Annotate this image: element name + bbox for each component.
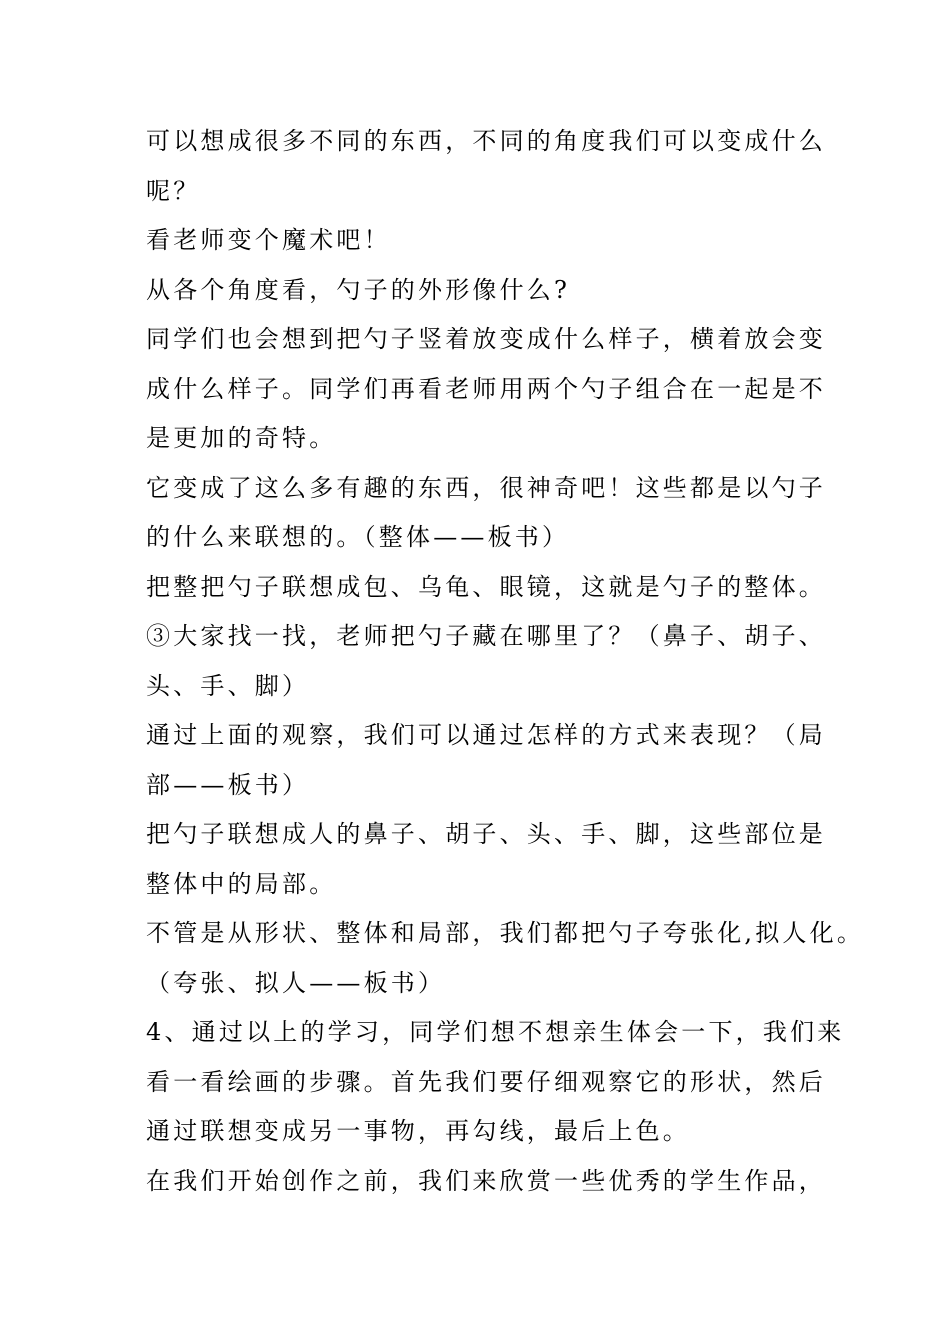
text-line: 把整把勺子联想成包、乌龟、眼镜，这就是勺子的整体。 [146,572,826,601]
text-line: 成什么样子。同学们再看老师用两个勺子组合在一起是不 [146,374,826,403]
text-line: 同学们也会想到把勺子竖着放变成什么样子，横着放会变 [146,325,826,353]
text-line: （夸张、拟人——板书） [146,968,446,997]
text-line: 通过上面的观察，我们可以通过怎样的方式来表现？（局 [146,721,826,749]
text-line: 看一看绘画的步骤。首先我们要仔细观察它的形状，然后 [146,1067,826,1096]
text-line: 从各个角度看，勺子的外形像什么? [146,275,571,304]
text-line: 通过联想变成另一事物，再勾线，最后上色。 [146,1117,690,1145]
text-line: 把勺子联想成人的鼻子、胡子、头、手、脚，这些部位是 [146,820,826,848]
text-line: 它变成了这么多有趣的东西，很神奇吧！这些都是以勺子 [146,473,826,502]
text-line: 看老师变个魔术吧！ [146,226,391,254]
text-line: ③大家找一找，老师把勺子藏在哪里了？（鼻子、胡子、 [146,622,826,650]
text-line: 部——板书） [146,770,310,799]
text-line: 的什么来联想的。（整体——板书） [146,523,570,551]
text-line: 头、手、脚） [146,671,310,700]
document-body [146,117,865,1206]
text-line: 呢？ [146,176,201,205]
text-line: 可以想成很多不同的东西，不同的角度我们可以变成什么 [146,127,826,155]
text-line: 不管是从形状、整体和局部，我们都把勺子夸张化,拟人化。 [146,919,865,947]
text-line: 是更加的奇特。 [146,424,337,452]
text-line: 整体中的局部。 [146,869,337,898]
text-line: 4、通过以上的学习，同学们想不想亲生体会一下，我们来 [146,1018,845,1046]
text-line: 在我们开始创作之前，我们来欣赏一些优秀的学生作品， [146,1166,826,1195]
